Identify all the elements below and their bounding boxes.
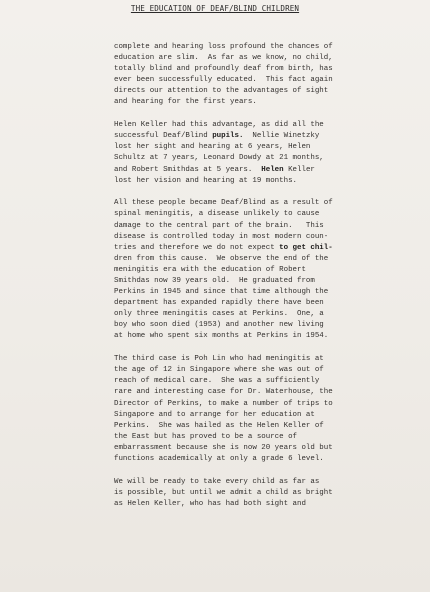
text-run: functions academically at only a grade 6 level. [114,454,324,463]
text-line [114,276,426,287]
text-run: Director of Perkins, to make a number of trips to [114,399,333,408]
text-run: Keller [283,165,315,174]
text-run: the age of 12 in Singapore where she was out of [114,366,324,375]
text-line [114,454,426,465]
paragraph [114,354,426,465]
paragraph [114,477,426,510]
text-line [114,64,426,75]
text-line [114,432,426,443]
text-line [114,387,426,398]
text-run: at home who spent six months at Perkins in 1954. [114,332,329,341]
text-run: The third case is Poh Lin who had meningitis at [114,355,324,364]
text-run: complete and hearing loss profound the chances of [114,43,333,51]
paragraph [114,198,426,342]
text-run: boy who soon died (1953) and another new living [114,321,324,330]
text-run: dren from this cause. We observe the end of the [114,254,329,263]
text-line [114,410,426,421]
text-run: tries and therefore we do not expect [114,243,280,252]
text-run: Schultz at 7 years, Leonard Dowdy at 21 months, [114,154,324,163]
text-line [114,254,426,265]
text-line [114,165,426,176]
text-run: disease is controlled today in most modern coun- [114,232,329,241]
text-run: Nellie Winetzky [243,132,320,141]
text-line [114,142,426,153]
text-line [114,176,426,187]
text-run: Helen Keller had this advantage, as did all the [114,121,324,130]
text-run: spinal meningitis, a disease unlikely to cause [114,210,320,219]
document-body [114,42,426,522]
text-run: Smithdas now 39 years old. He graduated from [114,276,315,285]
bold-text: Helen [261,165,284,174]
text-run: Perkins. She was hailed as the Helen Keller of [114,421,324,430]
text-line [114,131,426,142]
text-line [114,376,426,387]
paragraph [114,120,426,187]
text-line [114,421,426,432]
text-line [114,298,426,309]
text-line [114,120,426,131]
text-line [114,320,426,331]
page-title: THE EDUCATION OF DEAF/BLIND CHILDREN [130,4,300,13]
text-run: as Helen Keller, who has had both sight and [114,499,306,508]
text-line [114,331,426,342]
text-run: Singapore and to arrange for her education at [114,410,315,419]
text-run: reach of medical care. She was a sufficiently [114,377,320,386]
text-run: directs our attention to the advantages of sight [114,87,329,96]
text-line [114,443,426,454]
text-run: the East but has proved to be a source of [114,432,297,441]
text-line [114,209,426,220]
text-run: lost her sight and hearing at 6 years, Helen [114,143,311,152]
text-run: education are slim. As far as we know, no child, [114,54,333,63]
text-run: ever been successfully educated. This fact again [114,76,333,85]
text-line [114,399,426,410]
text-run: rare and interesting case for Dr. Waterhouse, the [114,388,333,397]
text-line [114,477,426,488]
text-line [114,265,426,276]
text-line [114,198,426,209]
text-line [114,499,426,510]
text-run: totally blind and profoundly deaf from birth, has [114,65,333,74]
text-line [114,232,426,243]
text-run: lost her vision and hearing at 19 months. [114,176,297,185]
text-run: All these people became Deaf/Blind as a result of [114,199,333,208]
text-run: Perkins in 1945 and since that time although the [114,288,329,297]
text-line [114,221,426,232]
text-line [114,75,426,86]
text-run: damage to the central part of the brain. This [114,221,324,230]
text-run: meningitis era with the education of Robert [114,265,306,274]
text-line [114,42,426,53]
text-run: department has expanded rapidly there have been [114,299,324,308]
text-run: and hearing for the first years. [114,98,257,107]
text-run: and Robert Smithdas at 5 years. [114,165,262,174]
text-run: is possible, but until we admit a child as bright [114,488,333,497]
paragraph [114,42,426,109]
text-run: We will be ready to take every child as far as [114,477,320,486]
text-line [114,354,426,365]
bold-text: pupils. [212,132,244,141]
text-line [114,365,426,376]
text-run: embarrassment because she is now 20 years old but [114,443,333,452]
text-line [114,488,426,499]
page-header [0,4,430,13]
text-run: only three meningitis cases at Perkins. One, a [114,310,324,319]
text-line [114,309,426,320]
text-line [114,86,426,97]
text-line [114,287,426,298]
text-line [114,153,426,164]
text-line [114,243,426,254]
text-run: successful Deaf/Blind [114,132,213,141]
text-line [114,53,426,64]
bold-text: to get chil- [279,243,333,252]
text-line [114,97,426,108]
